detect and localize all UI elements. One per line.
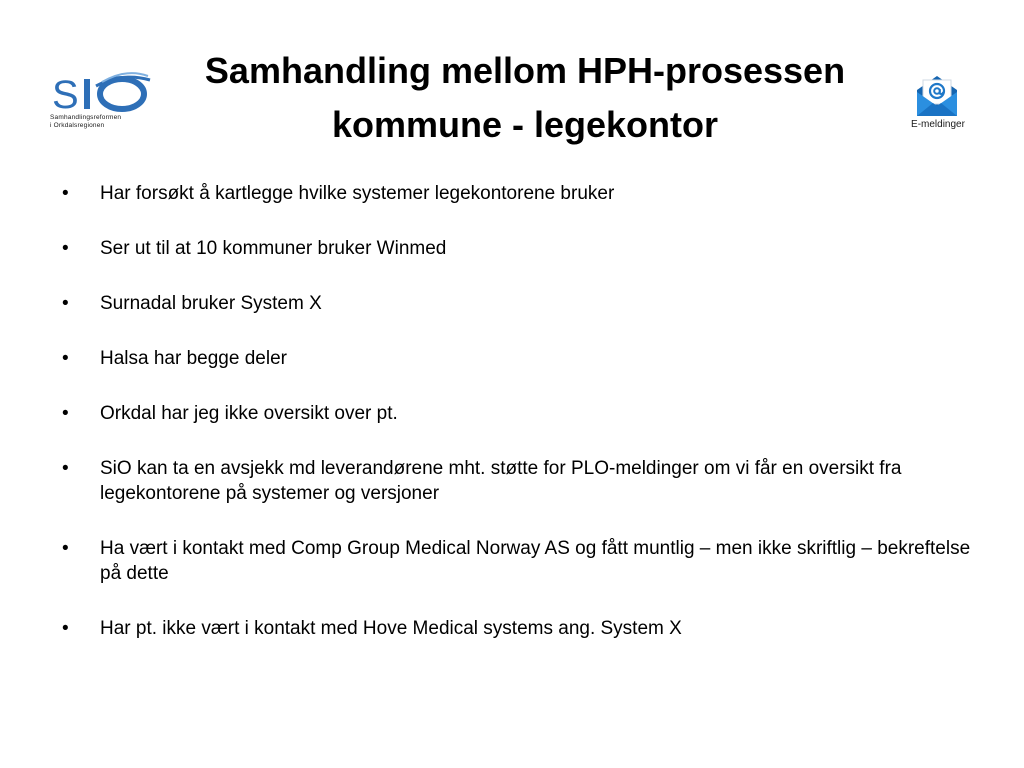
- sio-caption-line1: Samhandlingsreformen: [50, 114, 122, 121]
- bullet-dot: •: [62, 183, 69, 204]
- sio-logo-caption: [50, 114, 160, 130]
- title-line-2: kommune - legekontor: [331, 104, 719, 145]
- bullet-dot: •: [62, 348, 69, 369]
- email-envelope-icon: [913, 74, 961, 118]
- bullet-dot: •: [62, 458, 69, 479]
- bullet-text: Surnadal bruker System X: [100, 293, 322, 314]
- sio-logo-icon: [50, 70, 152, 114]
- list-item: [62, 181, 982, 236]
- page-title: [160, 44, 890, 152]
- title-line-1: Samhandling mellom HPH-prosessen: [204, 50, 846, 91]
- bullet-dot: •: [62, 538, 69, 559]
- bullet-dot: •: [62, 403, 69, 424]
- list-item: [62, 456, 982, 536]
- sio-caption-line2: i Orkdalsregionen: [50, 122, 105, 129]
- bullet-dot: •: [62, 618, 69, 639]
- bullet-dot: •: [62, 293, 69, 314]
- bullet-text: Halsa har begge deler: [100, 348, 287, 369]
- e-meldinger-caption: E-meldinger: [911, 119, 965, 130]
- e-meldinger-logo: [905, 74, 971, 136]
- bullet-text: SiO kan ta en avsjekk md leverandørene mht. støtte for PLO-meldinger om vi får en oversikt fra legekontorene på systemer og versjoner: [100, 458, 902, 504]
- list-item: [62, 401, 982, 456]
- bullet-dot: •: [62, 238, 69, 259]
- sio-logo: [50, 70, 152, 132]
- list-item: [62, 346, 982, 401]
- list-item: [62, 291, 982, 346]
- bullet-text: Har pt. ikke vært i kontakt med Hove Medical systems ang. System X: [100, 618, 682, 639]
- bullet-text: Orkdal har jeg ikke oversikt over pt.: [100, 403, 398, 424]
- list-item: [62, 616, 982, 671]
- bullet-text: Har forsøkt å kartlegge hvilke systemer legekontorene bruker: [100, 183, 615, 204]
- bullet-text: Ser ut til at 10 kommuner bruker Winmed: [100, 238, 447, 259]
- bullet-list: [62, 181, 982, 671]
- svg-text:S: S: [52, 73, 79, 114]
- bullet-text: Ha vært i kontakt med Comp Group Medical Norway AS og fått muntlig – men ikke skriftlig – bekreftelse på dette: [100, 538, 971, 584]
- list-item: [62, 236, 982, 291]
- list-item: [62, 536, 982, 616]
